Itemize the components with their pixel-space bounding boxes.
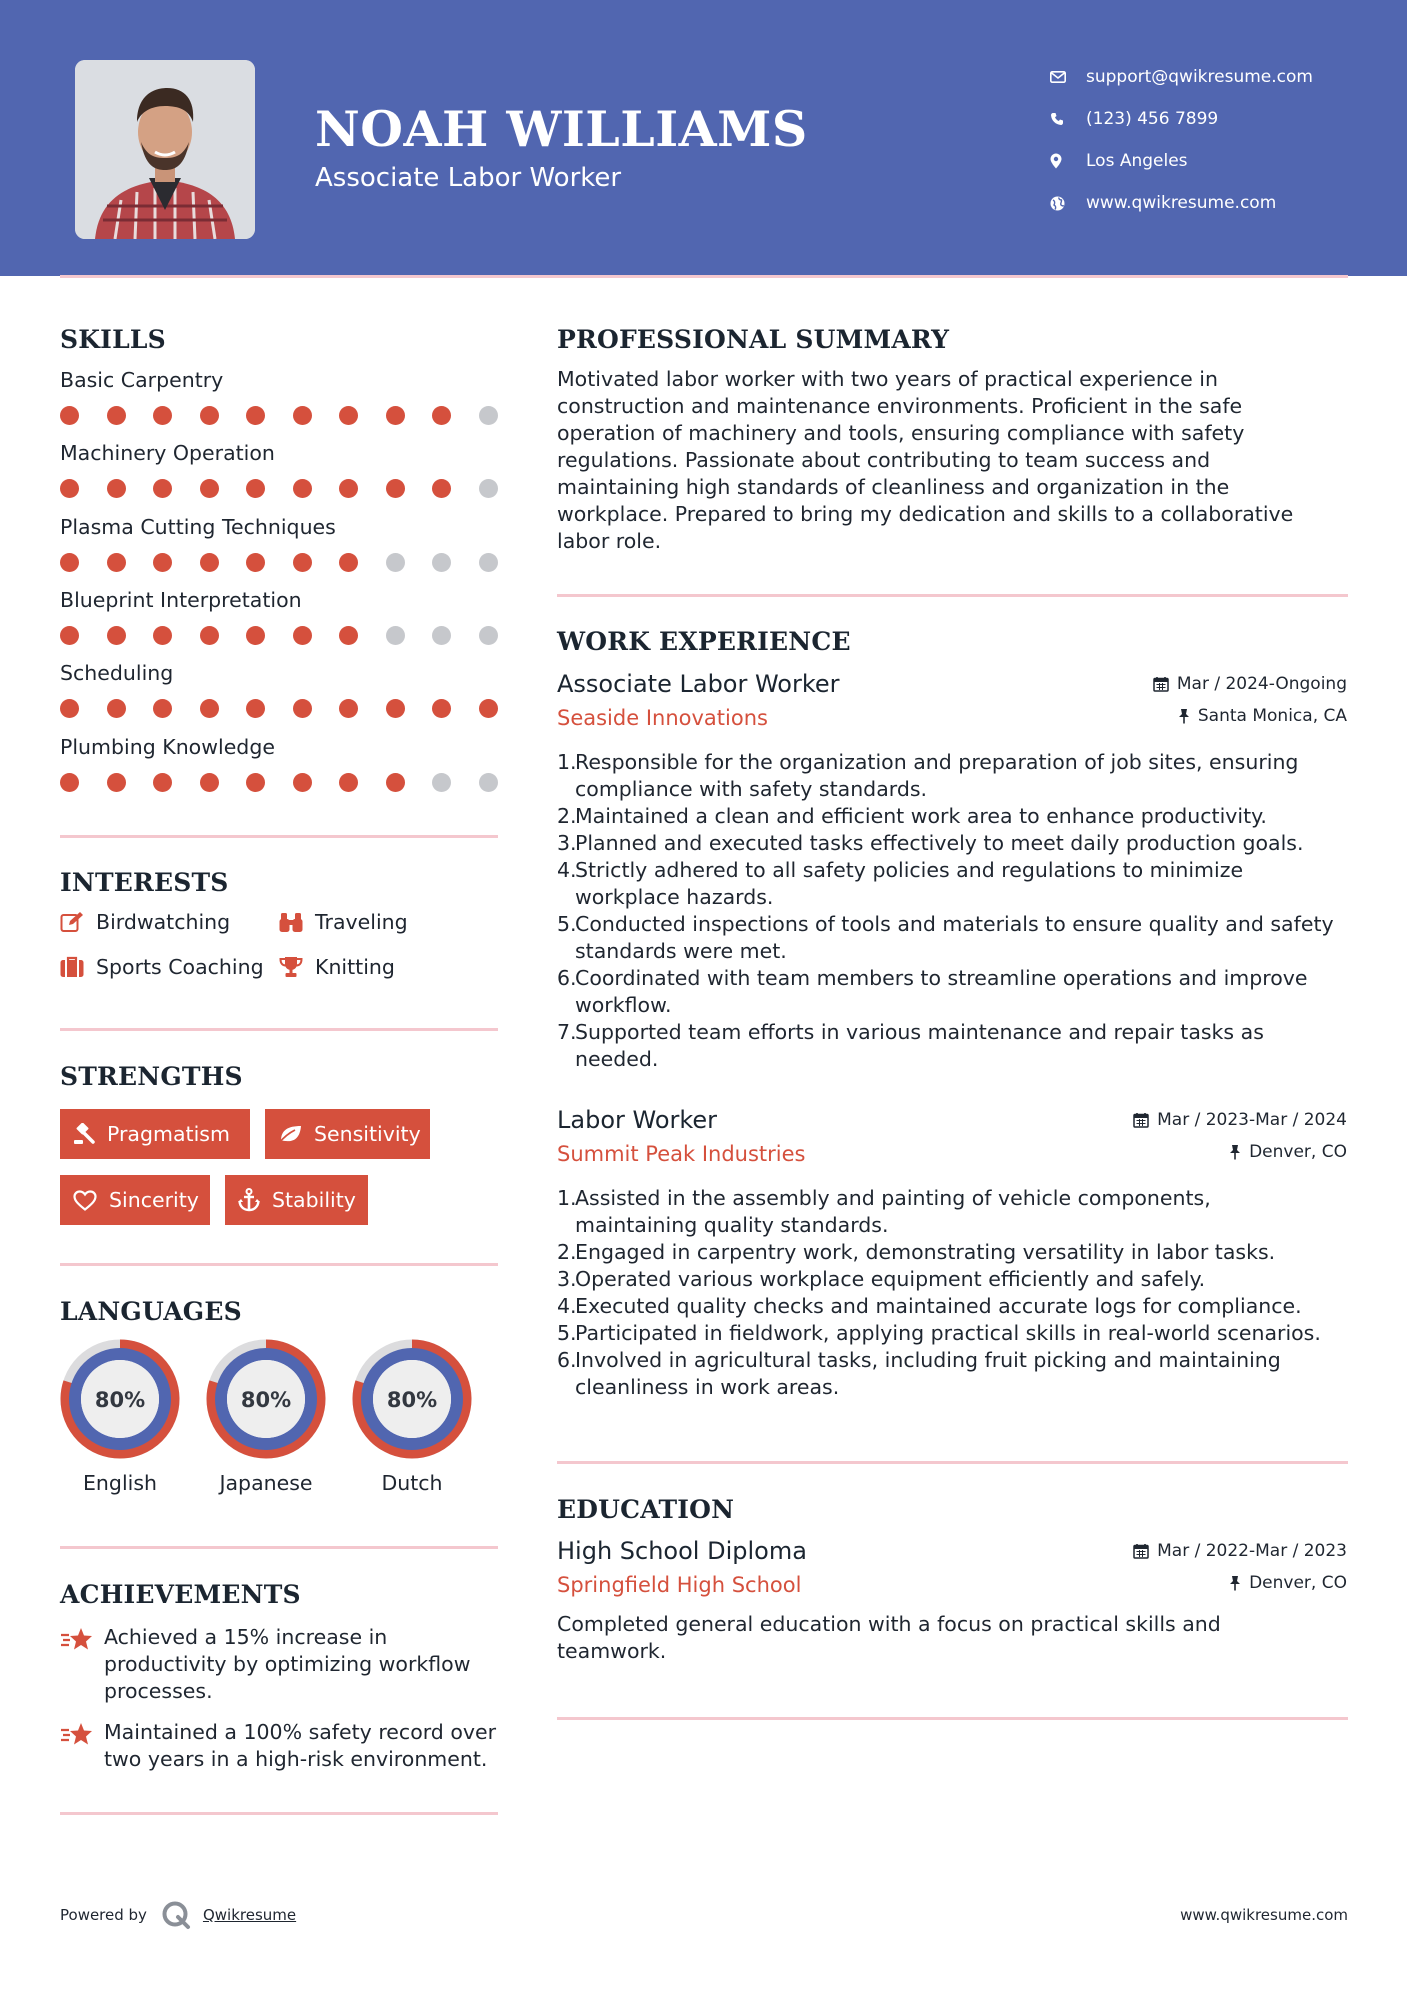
language-item [58,1337,182,1495]
bullet-text: Operated various workplace equipment efficiently and safely. [575,1267,1206,1291]
achievement-item [60,1624,500,1705]
bullet-continuation [557,1374,1357,1401]
strengths-divider [60,1263,498,1266]
language-item [204,1337,328,1495]
language-item [350,1337,474,1495]
skill-dot-filled [339,479,358,498]
skill-dot-filled [246,699,265,718]
skill-dot-filled [432,479,451,498]
interests-heading: INTERESTS [60,868,229,897]
skill-name: Basic Carpentry [60,368,224,392]
education-divider [557,1717,1348,1720]
skill-dot-filled [246,406,265,425]
skill-dot-filled [107,406,126,425]
bullet-text: maintaining quality standards. [575,1213,889,1237]
bullet-number [557,1046,575,1073]
achievement-text [104,1719,496,1773]
achievement-text [104,1624,470,1705]
skill-dot-filled [293,406,312,425]
skill-name: Plumbing Knowledge [60,734,275,759]
bullet-item [557,1320,1357,1347]
binoculars-icon [279,911,315,933]
language-name: Japanese [219,1471,313,1495]
contact-email-text: support@qwikresume.com [1086,67,1313,87]
bullet-continuation [557,776,1357,803]
footer-powered-by [60,1900,296,1930]
education-description [557,1611,1347,1665]
bullet-item [557,857,1357,884]
bullet-number: 2. [557,804,577,828]
skill-item [60,515,500,575]
strength-label: Sensitivity [314,1122,421,1146]
interest-item [279,955,395,979]
bullet-item [557,749,1357,776]
globe-icon [1050,196,1086,211]
skill-dot-filled [107,479,126,498]
bullet-number: 7. [557,1020,577,1044]
skill-dot-filled [60,479,79,498]
bullet-number: 1. [557,1186,577,1210]
skill-dot-filled [153,626,172,645]
bullet-text: Assisted in the assembly and painting of vehicle components, [575,1186,1211,1210]
skill-dot-filled [339,406,358,425]
skill-dot-filled [386,699,405,718]
bullet-text: Participated in fieldwork, applying practical skills in real-world scenarios. [575,1321,1321,1345]
pushpin-icon [1229,1144,1241,1160]
skill-dot-filled [339,553,358,572]
contact-email[interactable] [1050,56,1370,98]
briefcase-icon [60,956,96,978]
skills-heading: SKILLS [60,325,166,354]
skill-dot-empty [479,553,498,572]
bullet-number: 3. [557,1267,577,1291]
contact-list [1050,56,1370,224]
experience-divider [557,1461,1348,1464]
skill-dot-filled [200,699,219,718]
skill-name: Plasma Cutting Techniques [60,514,336,539]
bullet-number [557,776,575,803]
summary-line: construction and maintenance environments. Proficient in the safe [557,394,1243,418]
skill-rating [60,479,500,501]
job-date [1133,1110,1347,1130]
language-name: Dutch [381,1471,443,1495]
achievement-line: Maintained a 100% safety record over [104,1720,497,1744]
bullet-number: 5. [557,912,577,936]
skill-dot-empty [432,626,451,645]
skill-name: Blueprint Interpretation [60,587,302,612]
languages-divider [60,1546,498,1549]
skill-dot-filled [153,699,172,718]
pencil-square-icon [60,911,96,933]
skills-divider [60,835,498,838]
achievement-item [60,1719,500,1773]
bullet-text: compliance with safety standards. [575,777,928,801]
skill-item [60,588,500,648]
qwikresume-logo-icon [161,1900,191,1930]
bullet-text: needed. [575,1047,659,1071]
achievements-heading: ACHIEVEMENTS [60,1580,301,1609]
bullet-number: 5. [557,1321,577,1345]
skill-rating [60,553,500,575]
skill-dot-filled [200,626,219,645]
skill-dot-filled [293,553,312,572]
profile-photo [75,60,255,239]
job-location [1178,706,1347,726]
contact-location-text: Los Angeles [1086,151,1188,171]
strength-tag [225,1175,368,1225]
skill-dot-filled [200,406,219,425]
skill-dot-filled [293,626,312,645]
bullet-continuation [557,938,1357,965]
summary-text [557,366,1347,555]
job-company: Seaside Innovations [557,706,768,730]
summary-line: workplace. Prepared to bring my dedication and skills to a collaborative [557,502,1294,526]
bullet-continuation [557,884,1357,911]
job-bullets [557,749,1357,1073]
interest-label: Traveling [315,910,408,934]
bullet-text: Planned and executed tasks effectively to meet daily production goals. [575,831,1304,855]
bullet-continuation [557,992,1357,1019]
skill-dot-empty [479,479,498,498]
skill-dot-filled [479,699,498,718]
bullet-text: Coordinated with team members to streamline operations and improve [575,966,1308,990]
job-location [1229,1142,1347,1162]
bullet-item [557,1239,1357,1266]
bullet-continuation [557,1046,1357,1073]
skill-dot-empty [432,553,451,572]
skill-dot-filled [246,773,265,792]
skill-dot-filled [293,773,312,792]
interest-item [60,910,230,934]
bullet-continuation [557,1212,1357,1239]
skill-dot-filled [200,479,219,498]
bullet-item [557,965,1357,992]
job-company: Summit Peak Industries [557,1142,806,1166]
job-location-text: Santa Monica, CA [1197,706,1347,726]
skill-dot-filled [386,479,405,498]
job-role: Labor Worker [557,1106,718,1134]
contact-phone[interactable] [1050,98,1370,140]
bullet-number [557,1212,575,1239]
calendar-icon [1153,676,1169,692]
bullet-text: Maintained a clean and efficient work area to enhance productivity. [575,804,1267,828]
bullet-text: Involved in agricultural tasks, including fruit picking and maintaining [575,1348,1281,1372]
skill-dot-filled [200,773,219,792]
strength-label: Pragmatism [107,1122,230,1146]
skill-dot-filled [246,626,265,645]
bullet-number: 6. [557,966,577,990]
skill-dot-filled [107,553,126,572]
bullet-item [557,830,1357,857]
bullet-item [557,1293,1357,1320]
skill-dot-filled [60,406,79,425]
strength-tag [60,1175,210,1225]
skill-rating [60,773,500,795]
skill-rating [60,699,500,721]
header-divider [60,275,1348,278]
contact-website[interactable] [1050,182,1370,224]
bullet-text: Engaged in carpentry work, demonstrating versatility in labor tasks. [575,1240,1276,1264]
bullet-number [557,938,575,965]
achievement-line: processes. [104,1679,213,1703]
summary-heading: PROFESSIONAL SUMMARY [557,325,950,354]
bullet-text: standards were met. [575,939,787,963]
summary-line: operation of machinery and tools, ensuring compliance with safety [557,421,1245,445]
star-icon [60,1624,104,1705]
trophy-icon [279,956,315,978]
bullet-text: Conducted inspections of tools and materials to ensure quality and safety [575,912,1334,936]
bullet-number: 1. [557,750,577,774]
bullet-text: workflow. [575,993,672,1017]
language-ring [350,1337,474,1461]
skill-name: Machinery Operation [60,441,275,466]
qwikresume-link[interactable]: Qwikresume [202,1906,297,1924]
education-date [1133,1541,1347,1561]
bullet-item [557,1019,1357,1046]
candidate-name: NOAH WILLIAMS [315,100,808,158]
bullet-text: Executed quality checks and maintained accurate logs for compliance. [575,1294,1302,1318]
skill-dot-filled [246,479,265,498]
skill-item [60,441,500,501]
skill-item [60,368,500,428]
skill-dot-filled [60,553,79,572]
strength-label: Sincerity [109,1188,199,1212]
job-date-text: Mar / 2024-Ongoing [1176,674,1347,694]
interest-label: Sports Coaching [96,955,264,979]
education-school: Springfield High School [557,1573,802,1597]
achievements-divider [60,1812,498,1815]
job-date [1153,674,1347,694]
education-date-text: Mar / 2022-Mar / 2023 [1157,1541,1347,1561]
skill-dot-filled [293,699,312,718]
skill-dot-filled [153,479,172,498]
skill-dot-filled [60,626,79,645]
skill-dot-filled [153,773,172,792]
summary-line: Motivated labor worker with two years of practical experience in [557,367,1218,391]
bullet-number [557,992,575,1019]
interest-item [279,910,408,934]
summary-divider [557,594,1348,597]
language-percent: 80% [386,1388,438,1412]
skill-dot-filled [386,406,405,425]
bullet-number [557,1374,575,1401]
summary-line: maintaining high standards of cleanliness and organization in the [557,475,1230,499]
phone-icon [1050,112,1086,126]
bullet-number: 3. [557,831,577,855]
pushpin-icon [1178,708,1190,724]
powered-by-text: Powered by [60,1906,147,1924]
achievement-line: productivity by optimizing workflow [104,1652,471,1676]
bullet-item [557,803,1357,830]
education-line: Completed general education with a focus on practical skills and [557,1612,1221,1636]
bullet-item [557,1347,1357,1374]
interests-divider [60,1028,498,1031]
education-line: teamwork. [557,1639,667,1663]
location-pin-icon [1050,153,1086,169]
skill-dot-filled [60,699,79,718]
strength-label: Stability [272,1188,356,1212]
anchor-icon [238,1188,260,1212]
skill-dot-filled [293,479,312,498]
experience-heading: WORK EXPERIENCE [557,627,851,656]
resume-header [0,0,1407,276]
skill-dot-filled [339,699,358,718]
contact-website-text: www.qwikresume.com [1086,193,1277,213]
contact-location [1050,140,1370,182]
languages-heading: LANGUAGES [60,1297,242,1326]
contact-phone-text: (123) 456 7899 [1086,109,1219,129]
envelope-icon [1050,71,1086,83]
skill-dot-filled [339,773,358,792]
skill-item [60,661,500,721]
job-role: Associate Labor Worker [557,670,840,698]
skill-dot-filled [386,773,405,792]
bullet-text: Supported team efforts in various maintenance and repair tasks as [575,1020,1264,1044]
calendar-icon [1133,1543,1149,1559]
job-date-text: Mar / 2023-Mar / 2024 [1157,1110,1347,1130]
pushpin-icon [1229,1575,1241,1591]
language-percent: 80% [240,1388,292,1412]
skill-dot-filled [432,699,451,718]
leaf-icon [278,1124,302,1144]
summary-line: labor role. [557,529,662,553]
language-name: English [82,1471,158,1495]
skill-dot-filled [107,773,126,792]
education-location [1229,1573,1347,1593]
skill-dot-empty [432,773,451,792]
skill-dot-filled [339,626,358,645]
gavel-icon [73,1123,95,1145]
heart-icon [73,1190,97,1211]
bullet-text: workplace hazards. [575,885,774,909]
achievement-line: Achieved a 15% increase in [104,1625,388,1649]
education-location-text: Denver, CO [1249,1573,1347,1593]
skill-dot-empty [386,626,405,645]
skill-rating [60,626,500,648]
skill-dot-empty [479,406,498,425]
skill-dot-filled [432,406,451,425]
star-icon [60,1719,104,1773]
skill-dot-empty [479,773,498,792]
summary-line: regulations. Passionate about contributing to team success and [557,448,1211,472]
skill-dot-filled [246,553,265,572]
candidate-title: Associate Labor Worker [315,163,622,193]
footer-website[interactable]: www.qwikresume.com [1180,1906,1348,1924]
bullet-number: 2. [557,1240,577,1264]
skill-dot-filled [200,553,219,572]
bullet-text: Strictly adhered to all safety policies and regulations to minimize [575,858,1244,882]
interest-label: Knitting [315,955,395,979]
skill-item [60,735,500,795]
bullet-number: 4. [557,1294,577,1318]
language-percent: 80% [94,1388,146,1412]
skill-name: Scheduling [60,661,174,686]
strength-tag [60,1109,250,1159]
education-degree: High School Diploma [557,1537,807,1565]
interest-label: Birdwatching [96,910,231,934]
skill-dot-empty [479,626,498,645]
strength-tag [265,1109,430,1159]
strengths-heading: STRENGTHS [60,1062,243,1091]
bullet-number: 4. [557,858,577,882]
interest-item [60,955,264,979]
skill-rating [60,406,500,428]
job-bullets [557,1185,1357,1401]
language-ring [204,1337,328,1461]
bullet-item [557,911,1357,938]
bullet-text: Responsible for the organization and preparation of job sites, ensuring [575,750,1299,774]
job-location-text: Denver, CO [1249,1142,1347,1162]
achievement-line: two years in a high-risk environment. [104,1747,488,1771]
skill-dot-filled [153,553,172,572]
calendar-icon [1133,1112,1149,1128]
bullet-text: cleanliness in work areas. [575,1375,840,1399]
skill-dot-filled [153,406,172,425]
skill-dot-empty [386,553,405,572]
skill-dot-filled [107,626,126,645]
skill-dot-filled [107,699,126,718]
language-ring [58,1337,182,1461]
bullet-number: 6. [557,1348,577,1372]
education-heading: EDUCATION [557,1495,735,1524]
bullet-item [557,1185,1357,1212]
skill-dot-filled [60,773,79,792]
bullet-number [557,884,575,911]
bullet-item [557,1266,1357,1293]
